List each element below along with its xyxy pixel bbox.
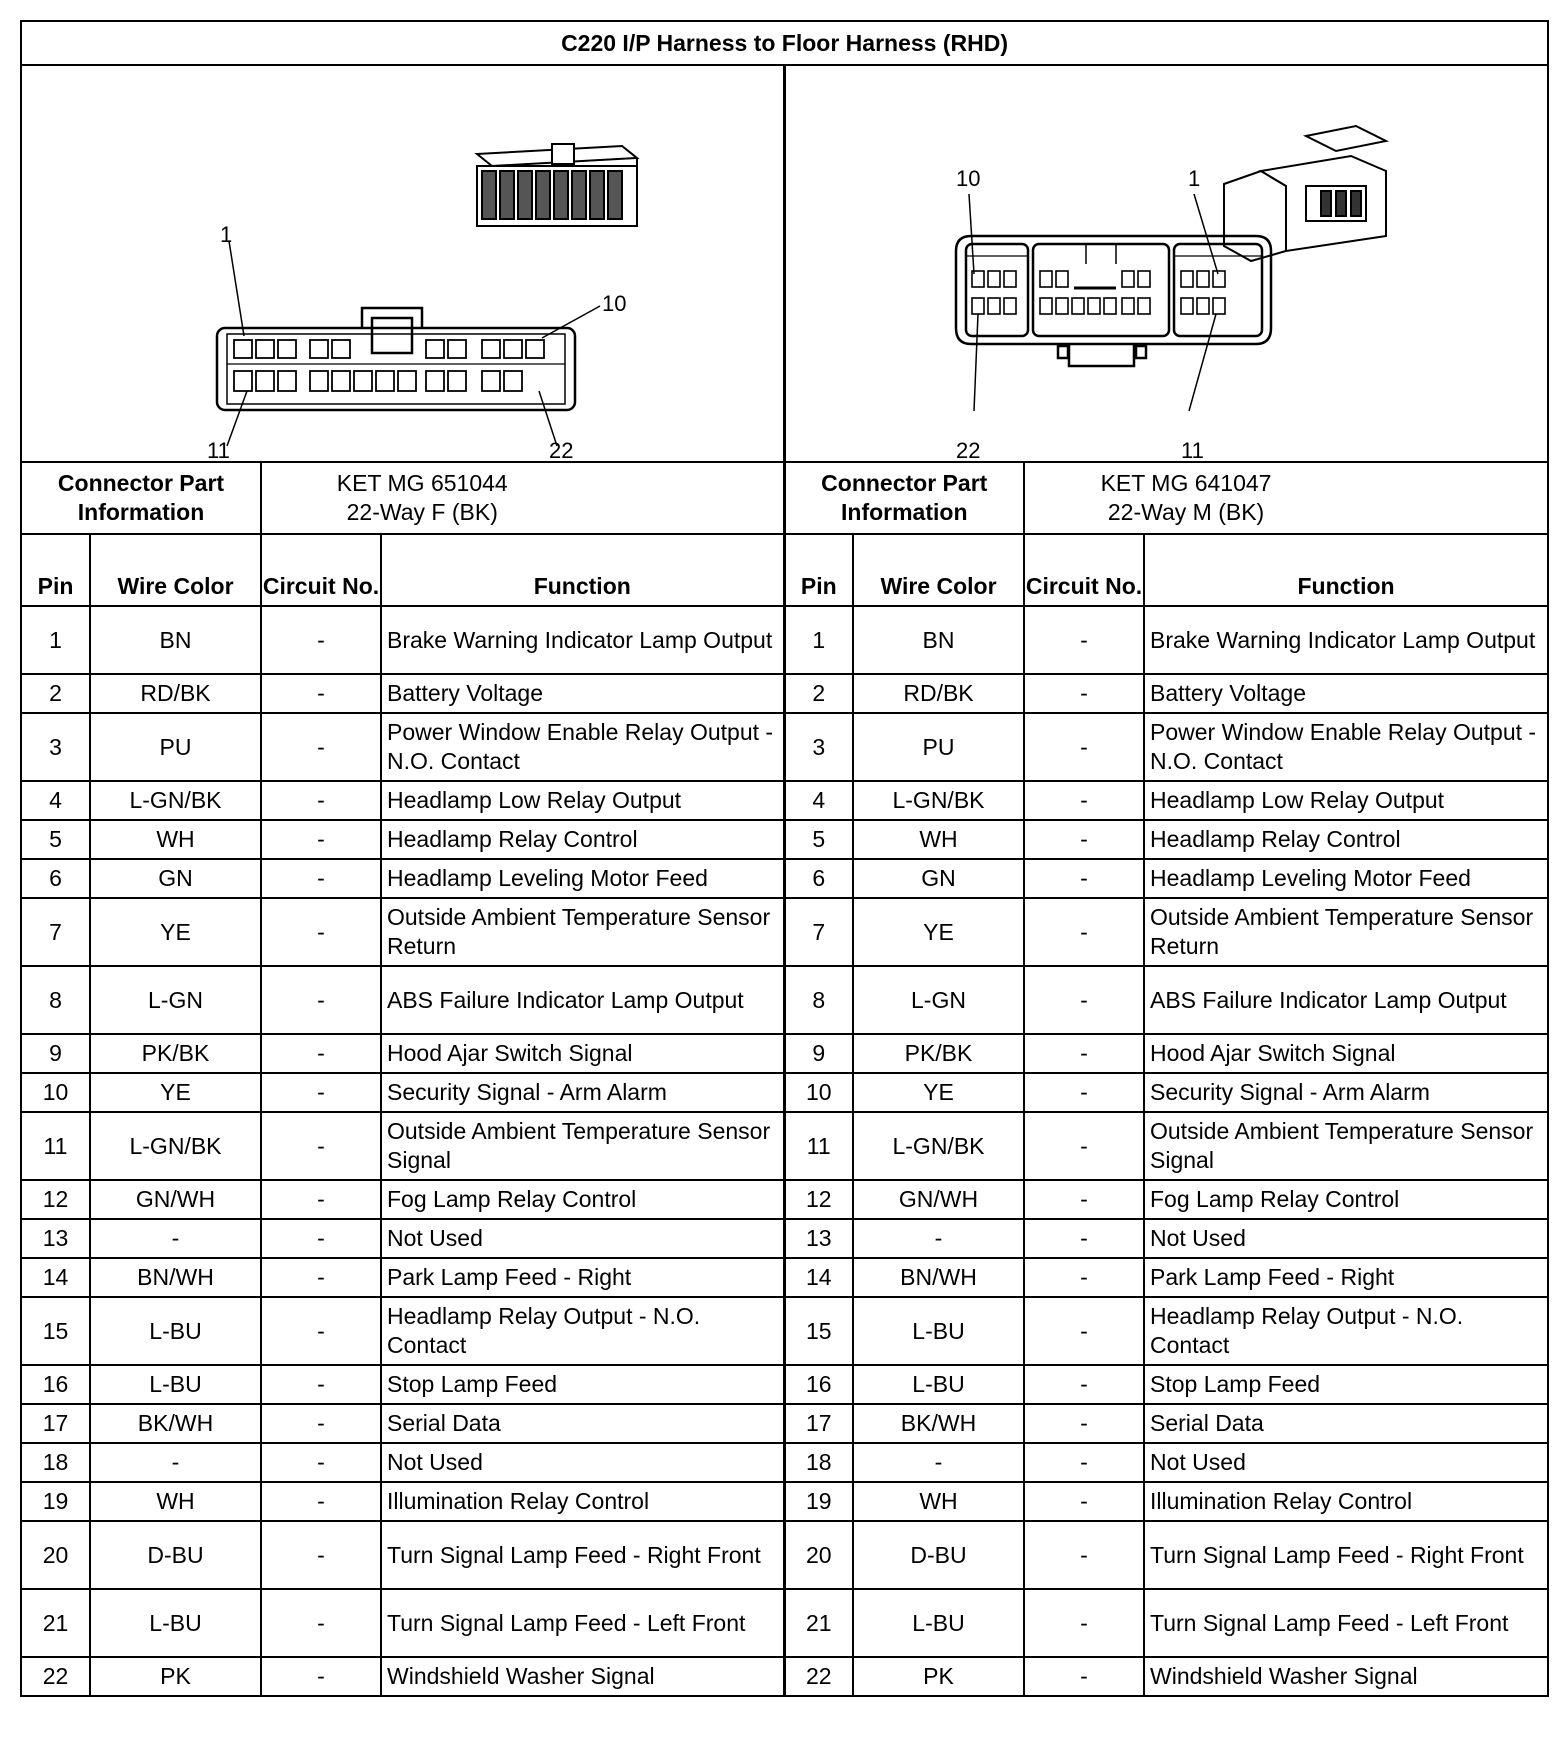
circuit-cell: -	[1024, 1112, 1144, 1180]
function-cell: Turn Signal Lamp Feed - Right Front	[1144, 1521, 1548, 1589]
function-cell: Headlamp Leveling Motor Feed	[381, 859, 784, 898]
circuit-cell: -	[1024, 1297, 1144, 1365]
table-row	[21, 674, 1548, 713]
circuit-cell: -	[1024, 674, 1144, 713]
connector-part-value	[1024, 462, 1548, 534]
circuit-cell: -	[261, 1443, 381, 1482]
circuit-cell: -	[1024, 713, 1144, 781]
header-pin: Pin	[21, 534, 90, 606]
wire-color-cell: -	[853, 1219, 1024, 1258]
wire-color-cell: D-BU	[853, 1521, 1024, 1589]
function-cell: Headlamp Relay Output - N.O. Contact	[1144, 1297, 1548, 1365]
wire-color-cell: D-BU	[90, 1521, 261, 1589]
function-cell: Not Used	[1144, 1443, 1548, 1482]
pin-cell: 6	[784, 859, 853, 898]
function-cell: Not Used	[381, 1443, 784, 1482]
circuit-cell: -	[261, 966, 381, 1034]
circuit-cell: -	[1024, 1219, 1144, 1258]
callout-pin-10: 10	[602, 291, 627, 316]
wire-color-cell: L-GN/BK	[90, 1112, 261, 1180]
function-cell: Headlamp Relay Control	[381, 820, 784, 859]
circuit-cell: -	[1024, 781, 1144, 820]
function-cell: Outside Ambient Temperature Sensor Return	[1144, 898, 1548, 966]
part-number: KET MG 641047	[1100, 470, 1272, 496]
wire-color-cell: -	[90, 1443, 261, 1482]
pin-cell: 10	[21, 1073, 90, 1112]
function-cell: Power Window Enable Relay Output - N.O. Contact	[381, 713, 784, 781]
wire-color-cell: L-GN/BK	[90, 781, 261, 820]
pin-cell: 22	[21, 1657, 90, 1696]
function-cell: Fog Lamp Relay Control	[1144, 1180, 1548, 1219]
wire-color-cell: GN	[853, 859, 1024, 898]
header-circuit: Circuit No.	[261, 534, 381, 606]
wire-color-cell: RD/BK	[90, 674, 261, 713]
function-cell: Hood Ajar Switch Signal	[1144, 1034, 1548, 1073]
wire-color-cell: PK/BK	[853, 1034, 1024, 1073]
wire-color-cell: BN	[853, 606, 1024, 674]
pin-cell: 3	[21, 713, 90, 781]
circuit-cell: -	[261, 820, 381, 859]
callout-pin-11: 11	[1180, 438, 1204, 461]
pin-cell: 21	[784, 1589, 853, 1657]
pin-cell: 13	[21, 1219, 90, 1258]
callout-pin-22: 22	[955, 438, 980, 461]
pin-cell: 11	[21, 1112, 90, 1180]
table-row	[21, 1521, 1548, 1589]
wire-color-cell: YE	[853, 898, 1024, 966]
circuit-cell: -	[261, 606, 381, 674]
circuit-cell: -	[261, 1589, 381, 1657]
function-cell: Headlamp Relay Output - N.O. Contact	[381, 1297, 784, 1365]
circuit-cell: -	[261, 1365, 381, 1404]
table-row	[21, 1657, 1548, 1696]
circuit-cell: -	[261, 1297, 381, 1365]
table-row	[21, 859, 1548, 898]
wire-color-cell: GN	[90, 859, 261, 898]
circuit-cell: -	[1024, 1180, 1144, 1219]
table-row	[21, 1258, 1548, 1297]
pin-cell: 18	[21, 1443, 90, 1482]
pin-cell: 10	[784, 1073, 853, 1112]
pin-cell: 4	[784, 781, 853, 820]
table-row	[21, 820, 1548, 859]
pin-cell: 4	[21, 781, 90, 820]
wire-color-cell: L-BU	[853, 1589, 1024, 1657]
connector-3d-thumbnail-icon	[477, 144, 637, 226]
function-cell: Stop Lamp Feed	[381, 1365, 784, 1404]
pin-cell: 9	[21, 1034, 90, 1073]
circuit-cell: -	[1024, 1404, 1144, 1443]
wire-color-cell: RD/BK	[853, 674, 1024, 713]
function-cell: Windshield Washer Signal	[1144, 1657, 1548, 1696]
wire-color-cell: -	[853, 1443, 1024, 1482]
function-cell: Serial Data	[1144, 1404, 1548, 1443]
page-title: C220 I/P Harness to Floor Harness (RHD)	[21, 21, 1548, 65]
pin-cell: 5	[784, 820, 853, 859]
pin-cell: 18	[784, 1443, 853, 1482]
pin-cell: 9	[784, 1034, 853, 1073]
pin-cell: 1	[21, 606, 90, 674]
pin-cell: 2	[784, 674, 853, 713]
callout-pin-10: 10	[955, 166, 980, 191]
pin-cell: 17	[21, 1404, 90, 1443]
function-cell: Outside Ambient Temperature Sensor Return	[381, 898, 784, 966]
callout-pin-1: 1	[220, 222, 233, 247]
pin-cell: 22	[784, 1657, 853, 1696]
circuit-cell: -	[261, 1112, 381, 1180]
circuit-cell: -	[261, 1657, 381, 1696]
wire-color-cell: WH	[853, 1482, 1024, 1521]
function-cell: Brake Warning Indicator Lamp Output	[381, 606, 784, 674]
function-cell: Headlamp Low Relay Output	[1144, 781, 1548, 820]
function-cell: Hood Ajar Switch Signal	[381, 1034, 784, 1073]
wire-color-cell: BK/WH	[90, 1404, 261, 1443]
table-row	[21, 1073, 1548, 1112]
wire-color-cell: GN/WH	[90, 1180, 261, 1219]
circuit-cell: -	[1024, 859, 1144, 898]
part-description: 22-Way F (BK)	[346, 499, 498, 525]
circuit-cell: -	[1024, 1073, 1144, 1112]
connector-3d-thumbnail-icon	[1224, 126, 1386, 261]
wire-color-cell: PU	[853, 713, 1024, 781]
circuit-cell: -	[261, 1219, 381, 1258]
pin-cell: 13	[784, 1219, 853, 1258]
female-connector-illustration	[22, 66, 783, 461]
function-cell: ABS Failure Indicator Lamp Output	[1144, 966, 1548, 1034]
circuit-cell: -	[1024, 898, 1144, 966]
table-row	[21, 1297, 1548, 1365]
wire-color-cell: PU	[90, 713, 261, 781]
circuit-cell: -	[1024, 966, 1144, 1034]
table-row	[21, 1443, 1548, 1482]
function-cell: Headlamp Leveling Motor Feed	[1144, 859, 1548, 898]
circuit-cell: -	[1024, 1589, 1144, 1657]
male-connector-illustration	[786, 66, 1548, 461]
wire-color-cell: WH	[853, 820, 1024, 859]
table-row	[21, 966, 1548, 1034]
pin-cell: 1	[784, 606, 853, 674]
circuit-cell: -	[1024, 1443, 1144, 1482]
circuit-cell: -	[261, 674, 381, 713]
table-row	[21, 1034, 1548, 1073]
part-description: 22-Way M (BK)	[1107, 499, 1265, 525]
table-row	[21, 1180, 1548, 1219]
function-cell: Serial Data	[381, 1404, 784, 1443]
callout-pin-1: 1	[1187, 166, 1200, 191]
function-cell: Headlamp Low Relay Output	[381, 781, 784, 820]
wire-color-cell: PK	[90, 1657, 261, 1696]
header-wire-color: Wire Color	[853, 534, 1024, 606]
table-row	[21, 1589, 1548, 1657]
pin-cell: 20	[21, 1521, 90, 1589]
wire-color-cell: -	[90, 1219, 261, 1258]
callout-pin-11: 11	[207, 438, 230, 461]
circuit-cell: -	[261, 1034, 381, 1073]
function-cell: Power Window Enable Relay Output - N.O. Contact	[1144, 713, 1548, 781]
function-cell: Park Lamp Feed - Right	[1144, 1258, 1548, 1297]
connector-part-label: Connector Part Information	[21, 462, 261, 534]
wire-color-cell: L-BU	[853, 1365, 1024, 1404]
function-cell: Turn Signal Lamp Feed - Left Front	[1144, 1589, 1548, 1657]
pin-cell: 15	[784, 1297, 853, 1365]
function-cell: Not Used	[381, 1219, 784, 1258]
connector-face-view	[217, 241, 600, 446]
circuit-cell: -	[1024, 1258, 1144, 1297]
pin-cell: 20	[784, 1521, 853, 1589]
wire-color-cell: L-GN	[853, 966, 1024, 1034]
table-row	[21, 1482, 1548, 1521]
pin-cell: 19	[21, 1482, 90, 1521]
circuit-cell: -	[261, 859, 381, 898]
pin-cell: 19	[784, 1482, 853, 1521]
circuit-cell: -	[261, 1482, 381, 1521]
circuit-cell: -	[1024, 820, 1144, 859]
part-number: KET MG 651044	[336, 470, 508, 496]
circuit-cell: -	[261, 781, 381, 820]
pin-cell: 5	[21, 820, 90, 859]
function-cell: Stop Lamp Feed	[1144, 1365, 1548, 1404]
pin-cell: 17	[784, 1404, 853, 1443]
header-circuit: Circuit No.	[1024, 534, 1144, 606]
function-cell: Park Lamp Feed - Right	[381, 1258, 784, 1297]
pin-cell: 2	[21, 674, 90, 713]
function-cell: Fog Lamp Relay Control	[381, 1180, 784, 1219]
wire-color-cell: L-BU	[90, 1365, 261, 1404]
function-cell: Not Used	[1144, 1219, 1548, 1258]
circuit-cell: -	[261, 1521, 381, 1589]
pin-cell: 21	[21, 1589, 90, 1657]
function-cell: Brake Warning Indicator Lamp Output	[1144, 606, 1548, 674]
circuit-cell: -	[261, 713, 381, 781]
wire-color-cell: BN/WH	[853, 1258, 1024, 1297]
callout-pin-22: 22	[549, 438, 574, 461]
function-cell: ABS Failure Indicator Lamp Output	[381, 966, 784, 1034]
wire-color-cell: PK	[853, 1657, 1024, 1696]
connector-table	[20, 20, 1549, 1697]
header-function: Function	[1144, 534, 1548, 606]
wire-color-cell: L-BU	[90, 1297, 261, 1365]
function-cell: Illumination Relay Control	[1144, 1482, 1548, 1521]
circuit-cell: -	[1024, 1365, 1144, 1404]
circuit-cell: -	[1024, 1657, 1144, 1696]
function-cell: Battery Voltage	[381, 674, 784, 713]
circuit-cell: -	[1024, 1034, 1144, 1073]
function-cell: Security Signal - Arm Alarm	[1144, 1073, 1548, 1112]
function-cell: Headlamp Relay Control	[1144, 820, 1548, 859]
wire-color-cell: L-BU	[90, 1589, 261, 1657]
pin-cell: 7	[784, 898, 853, 966]
circuit-cell: -	[1024, 606, 1144, 674]
circuit-cell: -	[1024, 1521, 1144, 1589]
header-function: Function	[381, 534, 784, 606]
circuit-cell: -	[261, 1258, 381, 1297]
wire-color-cell: BN/WH	[90, 1258, 261, 1297]
circuit-cell: -	[261, 1404, 381, 1443]
function-cell: Outside Ambient Temperature Sensor Signal	[1144, 1112, 1548, 1180]
wire-color-cell: PK/BK	[90, 1034, 261, 1073]
pin-cell: 15	[21, 1297, 90, 1365]
wire-color-cell: GN/WH	[853, 1180, 1024, 1219]
pin-cell: 16	[21, 1365, 90, 1404]
circuit-cell: -	[261, 1073, 381, 1112]
header-pin: Pin	[784, 534, 853, 606]
wire-color-cell: BN	[90, 606, 261, 674]
table-row	[21, 781, 1548, 820]
wire-color-cell: YE	[90, 1073, 261, 1112]
table-row	[21, 898, 1548, 966]
pin-cell: 11	[784, 1112, 853, 1180]
function-cell: Illumination Relay Control	[381, 1482, 784, 1521]
wire-color-cell: BK/WH	[853, 1404, 1024, 1443]
table-row	[21, 1365, 1548, 1404]
pin-cell: 8	[784, 966, 853, 1034]
pin-cell: 7	[21, 898, 90, 966]
wire-color-cell: WH	[90, 820, 261, 859]
table-row	[21, 1112, 1548, 1180]
pin-cell: 3	[784, 713, 853, 781]
function-cell: Windshield Washer Signal	[381, 1657, 784, 1696]
pin-cell: 12	[21, 1180, 90, 1219]
circuit-cell: -	[261, 898, 381, 966]
header-wire-color: Wire Color	[90, 534, 261, 606]
pin-cell: 16	[784, 1365, 853, 1404]
function-cell: Battery Voltage	[1144, 674, 1548, 713]
wire-color-cell: L-GN/BK	[853, 781, 1024, 820]
pin-cell: 14	[21, 1258, 90, 1297]
pin-cell: 6	[21, 859, 90, 898]
pin-cell: 8	[21, 966, 90, 1034]
right-connector-diagram	[784, 65, 1548, 462]
wire-color-cell: YE	[90, 898, 261, 966]
connector-part-label: Connector Part Information	[784, 462, 1024, 534]
table-row	[21, 713, 1548, 781]
function-cell: Turn Signal Lamp Feed - Right Front	[381, 1521, 784, 1589]
wire-color-cell: L-GN/BK	[853, 1112, 1024, 1180]
pin-cell: 14	[784, 1258, 853, 1297]
left-connector-diagram	[21, 65, 784, 462]
function-cell: Outside Ambient Temperature Sensor Signal	[381, 1112, 784, 1180]
function-cell: Security Signal - Arm Alarm	[381, 1073, 784, 1112]
table-row	[21, 1219, 1548, 1258]
function-cell: Turn Signal Lamp Feed - Left Front	[381, 1589, 784, 1657]
table-row	[21, 1404, 1548, 1443]
wire-color-cell: L-BU	[853, 1297, 1024, 1365]
wire-color-cell: WH	[90, 1482, 261, 1521]
circuit-cell: -	[261, 1180, 381, 1219]
wire-color-cell: YE	[853, 1073, 1024, 1112]
circuit-cell: -	[1024, 1482, 1144, 1521]
pin-cell: 12	[784, 1180, 853, 1219]
table-row	[21, 606, 1548, 674]
connector-part-value	[261, 462, 784, 534]
wire-color-cell: L-GN	[90, 966, 261, 1034]
